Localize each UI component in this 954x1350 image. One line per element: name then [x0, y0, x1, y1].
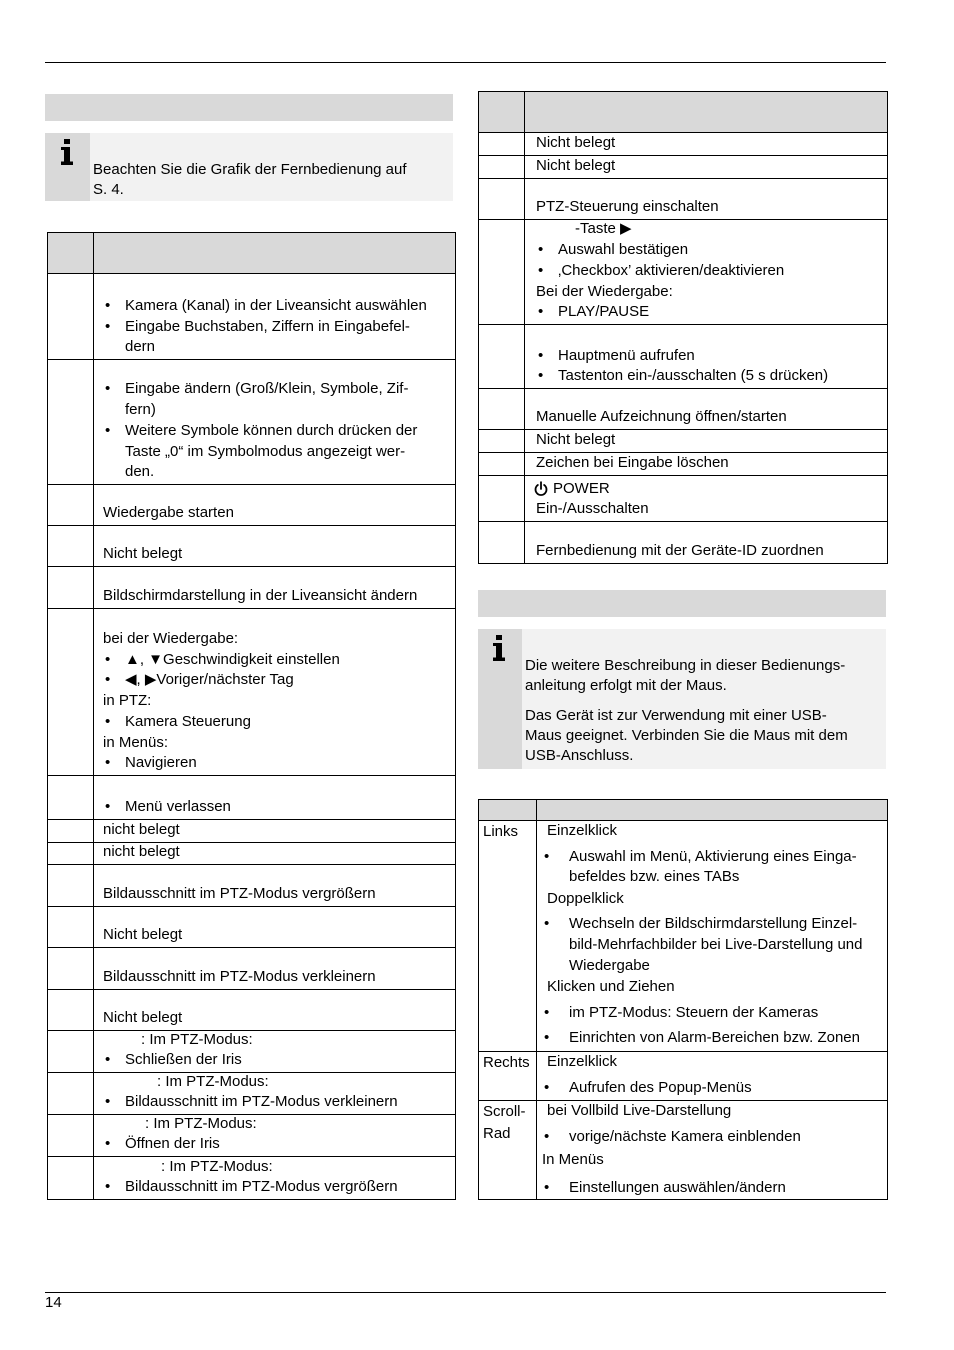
cell-text: Bildschirmdarstellung in der Liveansicht ändern — [103, 587, 418, 605]
cell-text: Nicht belegt — [536, 134, 616, 152]
list-item: • im PTZ-Modus: Steuern der Kameras — [547, 1003, 887, 1024]
list-item: • Navigieren — [103, 753, 455, 774]
key-symbol-cell — [48, 526, 94, 566]
function-cell — [94, 360, 455, 484]
header-rule — [45, 62, 886, 63]
function-cell — [94, 820, 455, 842]
function-cell — [94, 1115, 455, 1156]
table-row — [48, 566, 455, 608]
note-icon-cell — [45, 133, 90, 201]
list-item: • Einrichten von Alarm-Bereichen bzw. Zonen — [547, 1028, 887, 1049]
cell-text: Nicht belegt — [536, 431, 616, 449]
function-cell — [94, 865, 455, 906]
power-line — [536, 479, 887, 500]
table-row — [479, 475, 887, 521]
table-row — [48, 273, 455, 359]
list-item: • PLAY/PAUSE — [536, 302, 887, 323]
cell-text: Nicht belegt — [536, 157, 616, 175]
remote-control-table-left — [47, 232, 456, 1200]
table-row — [479, 219, 887, 324]
info-icon — [60, 139, 74, 165]
list-item: • Öffnen der Iris — [103, 1134, 455, 1155]
key-symbol-cell — [479, 476, 525, 521]
key-symbol-cell — [48, 843, 94, 864]
table-row — [48, 819, 455, 842]
header-cell-button — [479, 800, 537, 820]
cell-text: Ein-/Ausschalten — [536, 500, 649, 518]
table-row — [479, 1100, 887, 1199]
table-row — [48, 906, 455, 947]
table-row — [479, 820, 887, 1051]
function-cell — [525, 522, 887, 563]
list-item: • Tastenton ein-/ausschalten (5 s drücken) — [536, 366, 887, 387]
function-cell — [525, 133, 887, 155]
function-cell — [94, 990, 455, 1030]
cell-text: bei der Wiedergabe: — [103, 630, 239, 648]
list-item: • Weitere Symbole können durch drücken der Taste „0“ im Symbolmodus angezeigt wer- den. — [103, 421, 455, 483]
table-row — [479, 155, 887, 178]
section-heading-bar — [45, 94, 453, 121]
mouse-functions-table — [478, 799, 888, 1200]
key-symbol-cell — [48, 567, 94, 608]
function-cell — [94, 1031, 455, 1072]
cell-text: Nicht belegt — [103, 926, 183, 944]
table-row — [48, 525, 455, 566]
list-item: • Hauptmenü aufrufen — [536, 346, 887, 367]
function-cell — [94, 843, 455, 864]
table-row — [48, 842, 455, 864]
table-row — [479, 1051, 887, 1100]
cell-text: Fernbedienung mit der Geräte-ID zuordnen — [536, 542, 824, 560]
list-item: • Kamera (Kanal) in der Liveansicht auswählen — [103, 296, 455, 317]
function-cell — [537, 1101, 887, 1199]
cell-text: Bildausschnitt im PTZ-Modus verkleinern — [103, 968, 376, 986]
list-item: • ▲, ▼Geschwindigkeit einstellen — [103, 650, 455, 671]
key-symbol-cell — [48, 360, 94, 484]
header-cell-function — [94, 233, 455, 273]
table-row — [48, 484, 455, 525]
note-box — [478, 629, 886, 769]
cell-text: : Im PTZ-Modus: — [141, 1030, 253, 1048]
header-cell-key — [48, 233, 94, 273]
cell-text: bei Vollbild Live-Darstellung — [547, 1102, 732, 1119]
function-cell — [525, 156, 887, 178]
cell-text: PTZ-Steuerung einschalten — [536, 198, 719, 216]
header-cell-function — [525, 92, 887, 132]
function-cell — [94, 948, 455, 989]
key-symbol-cell — [479, 156, 525, 178]
table-header-row — [48, 233, 455, 273]
mouse-button-label: Scroll- Rad — [479, 1101, 537, 1199]
table-row — [48, 1156, 455, 1199]
remote-control-table-right — [478, 91, 888, 564]
list-item: • Bildausschnitt im PTZ-Modus verkleinern — [103, 1092, 455, 1113]
function-cell — [525, 430, 887, 452]
info-icon — [492, 635, 506, 661]
note-paragraph: Das Gerät ist zur Verwendung mit einer USB- Maus geeignet. Verbinden Sie die Maus mit dem USB-Anschluss. — [525, 707, 848, 764]
table-row — [479, 388, 887, 429]
table-row — [48, 608, 455, 775]
list-item: • Auswahl bestätigen — [536, 240, 887, 261]
list-item: • Einstellungen auswählen/ändern — [547, 1178, 887, 1199]
note-icon-cell — [478, 629, 522, 769]
cell-text: Einzelklick — [547, 1053, 618, 1070]
key-symbol-cell — [48, 948, 94, 989]
key-symbol-cell — [48, 907, 94, 947]
cell-text: in Menüs: — [103, 733, 169, 751]
table-row — [48, 775, 455, 819]
cell-text: Zeichen bei Eingabe löschen — [536, 454, 729, 472]
header-cell-function — [537, 800, 887, 820]
footer-rule — [45, 1292, 886, 1293]
function-cell — [525, 476, 887, 521]
note-text — [93, 160, 407, 200]
key-symbol-cell — [48, 1157, 94, 1199]
list-item: • Eingabe ändern (Groß/Klein, Symbole, Zif- fern) — [103, 379, 455, 420]
power-icon — [534, 481, 548, 496]
function-cell — [525, 389, 887, 429]
header-cell-key — [479, 92, 525, 132]
table-row — [479, 452, 887, 475]
key-symbol-cell — [48, 609, 94, 775]
key-symbol-cell — [479, 220, 525, 324]
section-heading-bar — [478, 590, 886, 617]
power-label: POWER — [553, 479, 610, 497]
table-row — [479, 178, 887, 219]
mouse-button-label: Links — [479, 821, 537, 1051]
key-symbol-cell — [479, 522, 525, 563]
table-row — [48, 1072, 455, 1114]
cell-text: Nicht belegt — [103, 545, 183, 563]
list-item: • Eingabe Buchstaben, Ziffern in Eingabefel- dern — [103, 317, 455, 358]
function-cell — [94, 526, 455, 566]
list-item: • Menü verlassen — [103, 797, 455, 818]
list-item: • Aufrufen des Popup-Menüs — [547, 1078, 887, 1099]
function-cell — [94, 1073, 455, 1114]
list-item: • Kamera Steuerung — [103, 712, 455, 733]
table-header-row — [479, 800, 887, 820]
key-symbol-cell — [479, 325, 525, 388]
list-item: • Wechseln der Bildschirmdarstellung Einzel- bild-Mehrfachbilder bei Live-Darstellung und Wiedergabe — [547, 914, 887, 976]
key-symbol-cell — [48, 274, 94, 359]
cell-text: -Taste ▶ — [575, 220, 632, 238]
cell-text: nicht belegt — [103, 821, 180, 839]
key-symbol-cell — [479, 430, 525, 452]
cell-text: nicht belegt — [103, 843, 180, 861]
cell-text: : Im PTZ-Modus: — [161, 1157, 273, 1175]
key-symbol-cell — [48, 776, 94, 819]
key-symbol-cell — [479, 179, 525, 219]
note-text — [525, 656, 848, 766]
function-cell — [94, 907, 455, 947]
cell-text: Manuelle Aufzeichnung öffnen/starten — [536, 408, 787, 426]
function-cell — [525, 220, 887, 324]
table-row — [479, 521, 887, 563]
cell-text: Klicken und Ziehen — [547, 978, 675, 996]
table-row — [479, 429, 887, 452]
function-cell — [525, 453, 887, 475]
function-cell — [537, 821, 887, 1051]
cell-text: Wiedergabe starten — [103, 504, 234, 522]
table-row — [48, 359, 455, 484]
note-box — [45, 133, 453, 201]
table-row — [479, 324, 887, 388]
cell-text: In Menüs — [542, 1151, 604, 1169]
key-symbol-cell — [48, 1115, 94, 1156]
function-cell — [94, 776, 455, 819]
key-symbol-cell — [48, 990, 94, 1030]
function-cell — [94, 609, 455, 775]
list-item: • vorige/nächste Kamera einblenden — [547, 1127, 887, 1148]
function-cell — [94, 1157, 455, 1199]
function-cell — [525, 179, 887, 219]
key-symbol-cell — [48, 865, 94, 906]
list-item: • Auswahl im Menü, Aktivierung eines Einga- befeldes bzw. eines TABs — [547, 847, 887, 888]
key-symbol-cell — [479, 389, 525, 429]
list-item: • Bildausschnitt im PTZ-Modus vergrößern — [103, 1177, 455, 1198]
key-symbol-cell — [48, 820, 94, 842]
note-paragraph: Die weitere Beschreibung in dieser Bedienungs- anleitung erfolgt mit der Maus. — [525, 657, 846, 694]
cell-text: Bildausschnitt im PTZ-Modus vergrößern — [103, 885, 376, 903]
mouse-button-label: Rechts — [479, 1052, 537, 1100]
function-cell — [525, 325, 887, 388]
cell-text: Doppelklick — [547, 889, 624, 907]
cell-text: Einzelklick — [547, 822, 618, 839]
list-item: • ‚Checkbox’ aktivieren/deaktivieren — [536, 261, 887, 282]
note-paragraph: Beachten Sie die Grafik der Fernbedienung auf S. 4. — [93, 161, 407, 198]
table-row — [48, 1030, 455, 1072]
key-symbol-cell — [48, 1073, 94, 1114]
cell-text: in PTZ: — [103, 692, 152, 710]
table-row — [48, 1114, 455, 1156]
key-symbol-cell — [48, 485, 94, 525]
table-row — [48, 864, 455, 906]
table-row — [48, 947, 455, 989]
key-symbol-cell — [48, 1031, 94, 1072]
table-row — [479, 132, 887, 155]
key-symbol-cell — [479, 133, 525, 155]
list-item: • ◀, ▶Voriger/nächster Tag — [103, 670, 455, 691]
cell-text: Nicht belegt — [103, 1009, 183, 1027]
key-symbol-cell — [479, 453, 525, 475]
function-cell — [94, 567, 455, 608]
table-header-row — [479, 92, 887, 132]
page-number: 14 — [45, 1294, 62, 1311]
list-item: • Schließen der Iris — [103, 1050, 455, 1071]
table-row — [48, 989, 455, 1030]
cell-text: : Im PTZ-Modus: — [145, 1114, 257, 1132]
function-cell — [537, 1052, 887, 1100]
cell-text: : Im PTZ-Modus: — [157, 1072, 269, 1090]
cell-text: Bei der Wiedergabe: — [536, 282, 673, 300]
function-cell — [94, 274, 455, 359]
function-cell — [94, 485, 455, 525]
